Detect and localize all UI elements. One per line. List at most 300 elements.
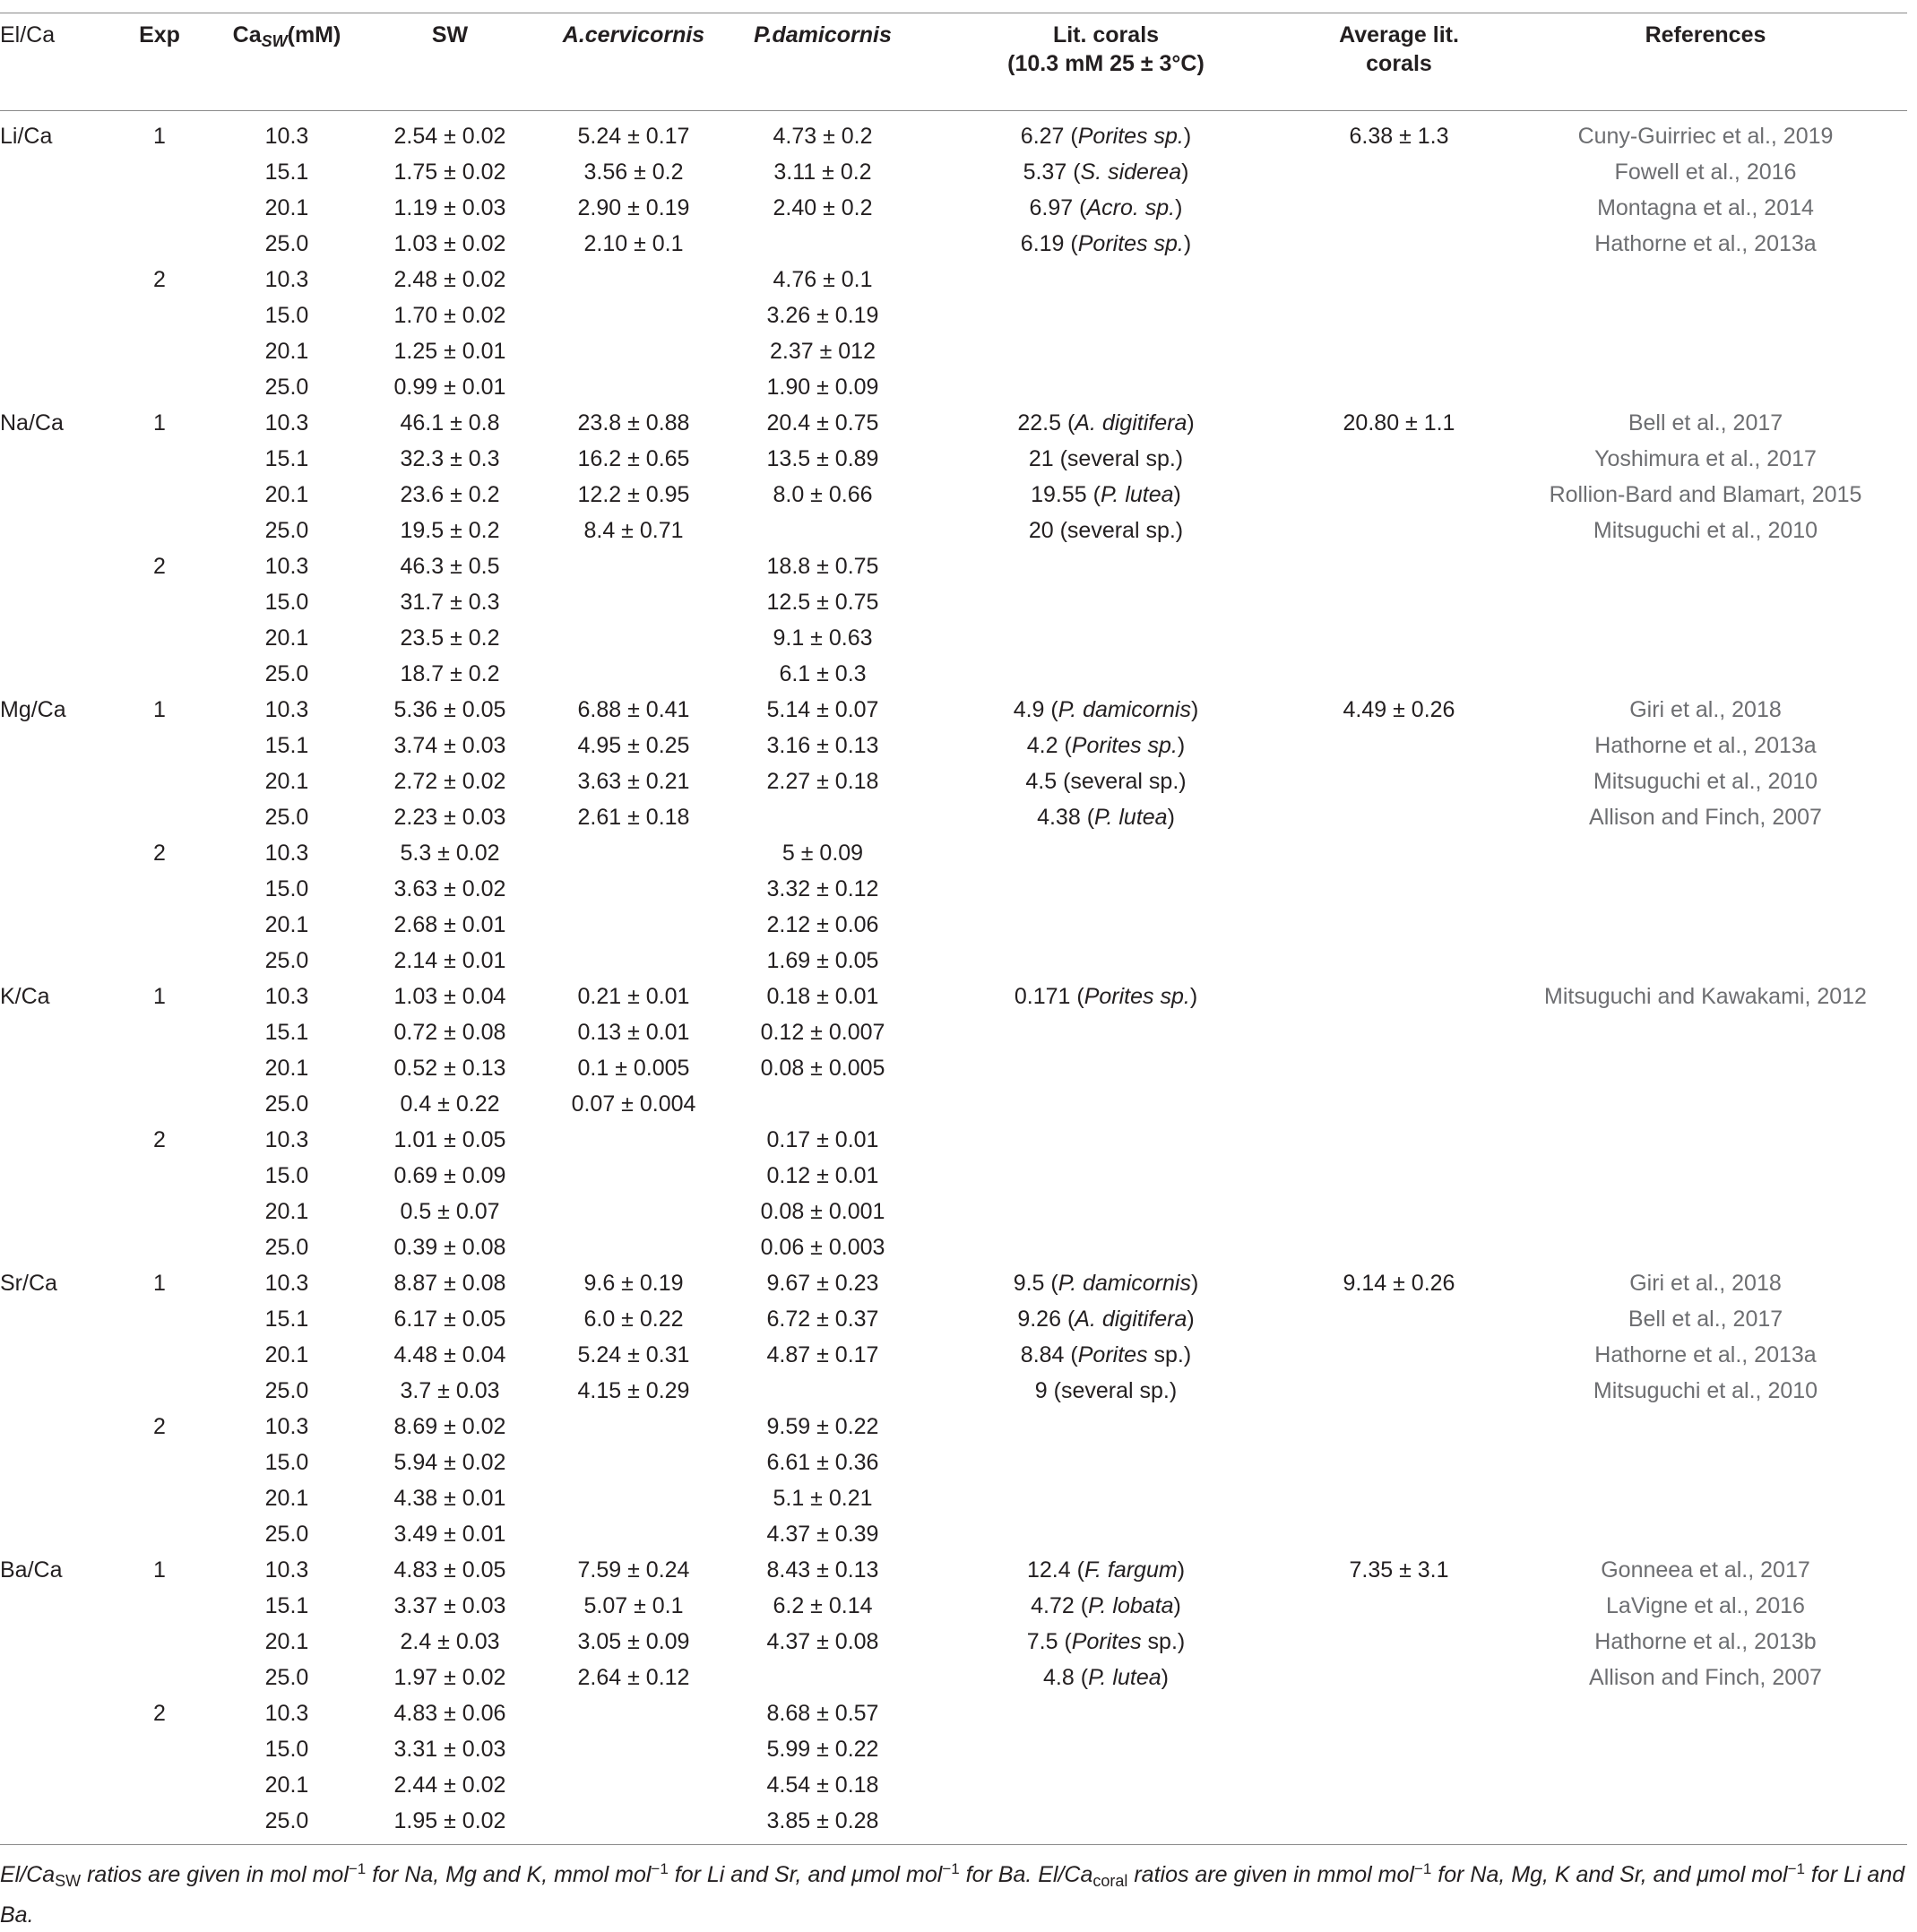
sw-cell: 46.1 ± 0.8 bbox=[400, 410, 500, 436]
pdamicornis-cell: 6.2 ± 0.14 bbox=[773, 1592, 873, 1618]
el-ca-cell bbox=[0, 656, 106, 692]
pdamicornis-cell: 13.5 ± 0.89 bbox=[766, 445, 879, 471]
acervicornis-cell bbox=[540, 1122, 728, 1158]
pdamicornis-cell bbox=[728, 799, 918, 835]
pdamicornis-cell: 6.72 ± 0.37 bbox=[766, 1306, 879, 1332]
table-row bbox=[0, 1552, 1907, 1588]
header-ca-sw: $Ca_{SW}(mM)$ bbox=[232, 22, 341, 50]
exp-cell: 2 bbox=[153, 840, 166, 866]
pdamicornis-cell: 3.11 ± 0.2 bbox=[773, 159, 872, 185]
average-lit-corals-cell bbox=[1294, 298, 1504, 333]
lit-corals-cell bbox=[918, 1516, 1294, 1552]
acervicornis-cell bbox=[540, 298, 728, 333]
ca-sw-cell: 25.0 bbox=[264, 1377, 309, 1403]
lit-corals-cell: 0.171 (Porites sp.) bbox=[1014, 983, 1198, 1009]
average-lit-corals-cell bbox=[1294, 1803, 1504, 1839]
reference-cell: Mitsuguchi et al., 2010 bbox=[1593, 1377, 1818, 1403]
acervicornis-cell: 2.64 ± 0.12 bbox=[577, 1664, 690, 1690]
acervicornis-cell: 12.2 ± 0.95 bbox=[577, 481, 690, 507]
sw-cell: 6.17 ± 0.05 bbox=[393, 1306, 506, 1332]
reference-cell: Hathorne et al., 2013a bbox=[1594, 1341, 1817, 1367]
acervicornis-cell: 0.21 ± 0.01 bbox=[577, 983, 690, 1009]
exp-cell: 1 bbox=[153, 123, 166, 149]
ca-sw-cell: 10.3 bbox=[264, 123, 309, 149]
lit-corals-cell bbox=[918, 298, 1294, 333]
ca-sw-cell: 20.1 bbox=[264, 1198, 309, 1224]
el-ca-cell bbox=[0, 1409, 106, 1445]
lit-corals-cell bbox=[918, 656, 1294, 692]
table-row bbox=[0, 1337, 1907, 1373]
exp-cell bbox=[106, 1086, 213, 1122]
lit-corals-cell bbox=[918, 584, 1294, 620]
ca-sw-cell: 15.0 bbox=[264, 875, 309, 901]
average-lit-corals-cell bbox=[1294, 728, 1504, 763]
el-ca-cell bbox=[0, 1158, 106, 1194]
ca-sw-cell: 15.1 bbox=[264, 445, 309, 471]
acervicornis-cell: 6.0 ± 0.22 bbox=[583, 1306, 684, 1332]
pdamicornis-cell: 0.18 ± 0.01 bbox=[766, 983, 879, 1009]
average-lit-corals-cell bbox=[1294, 1373, 1504, 1409]
sw-cell: 0.4 ± 0.22 bbox=[400, 1091, 500, 1117]
table-footnote: $El/Ca_{SW}$ ratios are given in mol mol$^{-1}$ for Na, Mg and K, mmol mol$^{-1}$ for Li and Sr, and μmol mol$^{-1}$ for Ba. $El/Ca_{coral}$ ratios are given in mmol mol$^{-1}$ for Na, Mg, K and Sr, and μmol mol$^{-1}$ for Li and Ba. bbox=[0, 1844, 1907, 1932]
acervicornis-cell bbox=[540, 620, 728, 656]
ca-sw-cell: 10.3 bbox=[264, 696, 309, 722]
el-ca-cell bbox=[0, 477, 106, 513]
average-lit-corals-cell bbox=[1294, 1050, 1504, 1086]
table-row bbox=[0, 799, 1907, 835]
pdamicornis-cell: 5.99 ± 0.22 bbox=[766, 1736, 879, 1762]
average-lit-corals-cell bbox=[1294, 477, 1504, 513]
exp-cell bbox=[106, 1158, 213, 1194]
header-row bbox=[0, 13, 1907, 110]
table-row bbox=[0, 1265, 1907, 1301]
sw-cell: 1.25 ± 0.01 bbox=[393, 338, 506, 364]
acervicornis-cell bbox=[540, 1158, 728, 1194]
average-lit-corals-cell bbox=[1294, 620, 1504, 656]
el-ca-cell bbox=[0, 763, 106, 799]
table-wrapper bbox=[0, 13, 1907, 1839]
sw-cell: 4.48 ± 0.04 bbox=[393, 1341, 506, 1367]
ca-sw-cell: 25.0 bbox=[264, 517, 309, 543]
average-lit-corals-cell: 4.49 ± 0.26 bbox=[1343, 696, 1455, 722]
acervicornis-cell bbox=[540, 584, 728, 620]
lit-corals-cell: 4.9 (P. damicornis) bbox=[1013, 696, 1199, 722]
exp-cell bbox=[106, 1731, 213, 1767]
lit-corals-cell: 19.55 (P. lutea) bbox=[1031, 481, 1181, 507]
table-row bbox=[0, 190, 1907, 226]
pdamicornis-cell: 5.1 ± 0.21 bbox=[773, 1485, 873, 1511]
table-row bbox=[0, 1624, 1907, 1660]
reference-cell: Montagna et al., 2014 bbox=[1597, 194, 1814, 220]
table-row bbox=[0, 1409, 1907, 1445]
table-row bbox=[0, 477, 1907, 513]
exp-cell bbox=[106, 1445, 213, 1480]
sw-cell: 2.44 ± 0.02 bbox=[393, 1772, 506, 1798]
reference-cell bbox=[1504, 1767, 1907, 1803]
pdamicornis-cell: 0.06 ± 0.003 bbox=[760, 1234, 885, 1260]
ca-sw-cell: 15.1 bbox=[264, 1592, 309, 1618]
el-ca-cell bbox=[0, 799, 106, 835]
sw-cell: 1.01 ± 0.05 bbox=[393, 1126, 506, 1152]
lit-corals-cell: 4.5 (several sp.) bbox=[1025, 768, 1187, 794]
lit-corals-cell: 8.84 (Porites sp.) bbox=[1020, 1341, 1192, 1367]
average-lit-corals-cell bbox=[1294, 1445, 1504, 1480]
average-lit-corals-cell bbox=[1294, 1660, 1504, 1695]
header-acervicornis: A.cervicornis bbox=[562, 22, 705, 47]
exp-cell bbox=[106, 871, 213, 907]
ca-sw-cell: 25.0 bbox=[264, 1807, 309, 1833]
table-row bbox=[0, 1767, 1907, 1803]
reference-cell bbox=[1504, 548, 1907, 584]
reference-cell bbox=[1504, 1731, 1907, 1767]
reference-cell: Hathorne et al., 2013a bbox=[1594, 230, 1817, 256]
sw-cell: 5.94 ± 0.02 bbox=[393, 1449, 506, 1475]
sw-cell: 0.69 ± 0.09 bbox=[393, 1162, 506, 1188]
ca-sw-cell: 20.1 bbox=[264, 1341, 309, 1367]
sw-cell: 0.99 ± 0.01 bbox=[393, 374, 506, 400]
acervicornis-cell bbox=[540, 1445, 728, 1480]
ca-sw-cell: 20.1 bbox=[264, 768, 309, 794]
el-ca-cell bbox=[0, 907, 106, 943]
sw-cell: 8.87 ± 0.08 bbox=[393, 1270, 506, 1296]
pdamicornis-cell: 5.14 ± 0.07 bbox=[766, 696, 879, 722]
average-lit-corals-cell: 20.80 ± 1.1 bbox=[1343, 410, 1455, 436]
el-ca-cell bbox=[0, 943, 106, 979]
reference-cell: Yoshimura et al., 2017 bbox=[1594, 445, 1817, 471]
lit-corals-cell bbox=[918, 369, 1294, 405]
sw-cell: 4.38 ± 0.01 bbox=[393, 1485, 506, 1511]
reference-cell bbox=[1504, 1409, 1907, 1445]
acervicornis-cell bbox=[540, 1480, 728, 1516]
reference-cell bbox=[1504, 1445, 1907, 1480]
reference-cell bbox=[1504, 907, 1907, 943]
reference-cell bbox=[1504, 871, 1907, 907]
table-row bbox=[0, 154, 1907, 190]
acervicornis-cell: 5.24 ± 0.31 bbox=[577, 1341, 690, 1367]
header-sw: SW bbox=[431, 22, 469, 47]
average-lit-corals-cell bbox=[1294, 154, 1504, 190]
ca-sw-cell: 10.3 bbox=[264, 1557, 309, 1583]
pdamicornis-cell: 4.87 ± 0.17 bbox=[766, 1341, 879, 1367]
sw-cell: 31.7 ± 0.3 bbox=[400, 589, 500, 615]
lit-corals-cell bbox=[918, 1767, 1294, 1803]
reference-cell bbox=[1504, 1516, 1907, 1552]
reference-cell: Allison and Finch, 2007 bbox=[1589, 1664, 1822, 1690]
average-lit-corals-cell bbox=[1294, 1301, 1504, 1337]
exp-cell bbox=[106, 620, 213, 656]
pdamicornis-cell: 9.67 ± 0.23 bbox=[766, 1270, 879, 1296]
average-lit-corals-cell bbox=[1294, 1014, 1504, 1050]
pdamicornis-cell bbox=[728, 1660, 918, 1695]
lit-corals-cell bbox=[918, 1480, 1294, 1516]
header-average-lit-corals: Average lit. corals bbox=[1339, 22, 1459, 76]
table-row bbox=[0, 441, 1907, 477]
acervicornis-cell bbox=[540, 943, 728, 979]
exp-cell bbox=[106, 799, 213, 835]
sw-cell: 2.23 ± 0.03 bbox=[393, 804, 506, 830]
table-row bbox=[0, 1086, 1907, 1122]
exp-cell bbox=[106, 369, 213, 405]
acervicornis-cell: 0.07 ± 0.004 bbox=[571, 1091, 696, 1117]
reference-cell: Bell et al., 2017 bbox=[1628, 410, 1783, 436]
pdamicornis-cell: 8.43 ± 0.13 bbox=[766, 1557, 879, 1583]
header-pdamicornis: P.damicornis bbox=[754, 22, 892, 47]
el-ca-cell bbox=[0, 1086, 106, 1122]
el-ca-cell bbox=[0, 298, 106, 333]
reference-cell bbox=[1504, 1014, 1907, 1050]
lit-corals-cell: 7.5 (Porites sp.) bbox=[1026, 1628, 1186, 1654]
lit-corals-cell: 9.26 (A. digitifera) bbox=[1017, 1306, 1195, 1332]
ca-sw-cell: 10.3 bbox=[264, 983, 309, 1009]
exp-cell bbox=[106, 1194, 213, 1229]
average-lit-corals-cell bbox=[1294, 1337, 1504, 1373]
table-row bbox=[0, 979, 1907, 1014]
acervicornis-cell bbox=[540, 1695, 728, 1731]
table-row bbox=[0, 1695, 1907, 1731]
sw-cell: 3.31 ± 0.03 bbox=[393, 1736, 506, 1762]
table-row bbox=[0, 728, 1907, 763]
ca-sw-cell: 25.0 bbox=[264, 1664, 309, 1690]
reference-cell bbox=[1504, 943, 1907, 979]
table-row bbox=[0, 369, 1907, 405]
pdamicornis-cell: 2.27 ± 0.18 bbox=[766, 768, 879, 794]
ca-sw-cell: 15.0 bbox=[264, 302, 309, 328]
table-row bbox=[0, 1194, 1907, 1229]
ca-sw-cell: 25.0 bbox=[264, 660, 309, 686]
header-exp: Exp bbox=[139, 22, 180, 47]
exp-cell: 2 bbox=[153, 1126, 166, 1152]
average-lit-corals-cell: 6.38 ± 1.3 bbox=[1349, 123, 1449, 149]
average-lit-corals-cell bbox=[1294, 333, 1504, 369]
table-row bbox=[0, 1660, 1907, 1695]
table-row bbox=[0, 1516, 1907, 1552]
reference-cell bbox=[1504, 1086, 1907, 1122]
el-ca-cell bbox=[0, 1445, 106, 1480]
reference-cell bbox=[1504, 656, 1907, 692]
exp-cell bbox=[106, 1480, 213, 1516]
ca-sw-cell: 25.0 bbox=[264, 1234, 309, 1260]
exp-cell: 1 bbox=[153, 696, 166, 722]
table-row bbox=[0, 1445, 1907, 1480]
exp-cell bbox=[106, 943, 213, 979]
sw-cell: 0.52 ± 0.13 bbox=[393, 1055, 506, 1081]
sw-cell: 2.68 ± 0.01 bbox=[393, 911, 506, 937]
lit-corals-cell bbox=[918, 620, 1294, 656]
pdamicornis-cell: 0.08 ± 0.001 bbox=[760, 1198, 885, 1224]
lit-corals-cell bbox=[918, 1803, 1294, 1839]
pdamicornis-cell: 4.37 ± 0.39 bbox=[766, 1521, 879, 1547]
el-ca-cell: Na/Ca bbox=[0, 410, 64, 436]
lit-corals-cell bbox=[918, 871, 1294, 907]
reference-cell bbox=[1504, 369, 1907, 405]
sw-cell: 3.7 ± 0.03 bbox=[400, 1377, 500, 1403]
ca-sw-cell: 15.0 bbox=[264, 589, 309, 615]
ca-sw-cell: 20.1 bbox=[264, 1055, 309, 1081]
sw-cell: 1.70 ± 0.02 bbox=[393, 302, 506, 328]
sw-cell: 2.4 ± 0.03 bbox=[400, 1628, 500, 1654]
table-row bbox=[0, 1301, 1907, 1337]
average-lit-corals-cell bbox=[1294, 763, 1504, 799]
reference-cell bbox=[1504, 584, 1907, 620]
el-ca-cell: Sr/Ca bbox=[0, 1270, 57, 1296]
pdamicornis-cell: 9.59 ± 0.22 bbox=[766, 1413, 879, 1439]
exp-cell bbox=[106, 441, 213, 477]
lit-corals-cell bbox=[918, 262, 1294, 298]
lit-corals-cell: 21 (several sp.) bbox=[1028, 445, 1184, 471]
lit-corals-cell: 4.38 (P. lutea) bbox=[1037, 804, 1175, 830]
sw-cell: 2.14 ± 0.01 bbox=[393, 947, 506, 973]
average-lit-corals-cell bbox=[1294, 513, 1504, 548]
exp-cell bbox=[106, 1337, 213, 1373]
el-ca-cell bbox=[0, 548, 106, 584]
ca-sw-cell: 15.1 bbox=[264, 1019, 309, 1045]
sw-cell: 2.54 ± 0.02 bbox=[393, 123, 506, 149]
lit-corals-cell: 22.5 (A. digitifera) bbox=[1017, 410, 1195, 436]
exp-cell bbox=[106, 1803, 213, 1839]
pdamicornis-cell: 18.8 ± 0.75 bbox=[766, 553, 879, 579]
sw-cell: 3.63 ± 0.02 bbox=[393, 875, 506, 901]
average-lit-corals-cell bbox=[1294, 1731, 1504, 1767]
exp-cell bbox=[106, 298, 213, 333]
acervicornis-cell: 6.88 ± 0.41 bbox=[577, 696, 690, 722]
average-lit-corals-cell bbox=[1294, 1086, 1504, 1122]
average-lit-corals-cell bbox=[1294, 262, 1504, 298]
ca-sw-cell: 15.0 bbox=[264, 1449, 309, 1475]
acervicornis-cell: 3.56 ± 0.2 bbox=[583, 159, 684, 185]
sw-cell: 5.36 ± 0.05 bbox=[393, 696, 506, 722]
acervicornis-cell bbox=[540, 1194, 728, 1229]
ca-sw-cell: 25.0 bbox=[264, 230, 309, 256]
ca-sw-cell: 15.1 bbox=[264, 732, 309, 758]
reference-cell: Giri et al., 2018 bbox=[1629, 1270, 1782, 1296]
acervicornis-cell: 9.6 ± 0.19 bbox=[583, 1270, 684, 1296]
exp-cell bbox=[106, 763, 213, 799]
sw-cell: 3.74 ± 0.03 bbox=[393, 732, 506, 758]
el-ca-cell bbox=[0, 1731, 106, 1767]
lit-corals-cell: 20 (several sp.) bbox=[1028, 517, 1184, 543]
acervicornis-cell bbox=[540, 1409, 728, 1445]
el-ca-cell bbox=[0, 1122, 106, 1158]
average-lit-corals-cell bbox=[1294, 1158, 1504, 1194]
average-lit-corals-cell bbox=[1294, 1122, 1504, 1158]
table-row bbox=[0, 110, 1907, 154]
pdamicornis-cell: 2.37 ± 012 bbox=[770, 338, 876, 364]
el-ca-cell bbox=[0, 441, 106, 477]
table-row bbox=[0, 1122, 1907, 1158]
lit-corals-cell: 6.97 (Acro. sp.) bbox=[1029, 194, 1183, 220]
acervicornis-cell: 2.90 ± 0.19 bbox=[577, 194, 690, 220]
ca-sw-cell: 15.1 bbox=[264, 159, 309, 185]
lit-corals-cell bbox=[918, 1086, 1294, 1122]
table-row bbox=[0, 1480, 1907, 1516]
average-lit-corals-cell bbox=[1294, 835, 1504, 871]
average-lit-corals-cell bbox=[1294, 907, 1504, 943]
average-lit-corals-cell bbox=[1294, 584, 1504, 620]
el-ca-cell bbox=[0, 154, 106, 190]
exp-cell bbox=[106, 1014, 213, 1050]
acervicornis-cell bbox=[540, 333, 728, 369]
exp-cell bbox=[106, 1624, 213, 1660]
sw-cell: 18.7 ± 0.2 bbox=[400, 660, 500, 686]
sw-cell: 1.03 ± 0.02 bbox=[393, 230, 506, 256]
ca-sw-cell: 15.0 bbox=[264, 1162, 309, 1188]
reference-cell: Bell et al., 2017 bbox=[1628, 1306, 1783, 1332]
sw-cell: 2.48 ± 0.02 bbox=[393, 266, 506, 292]
exp-cell bbox=[106, 1373, 213, 1409]
reference-cell bbox=[1504, 333, 1907, 369]
average-lit-corals-cell bbox=[1294, 1516, 1504, 1552]
reference-cell bbox=[1504, 1194, 1907, 1229]
ca-sw-cell: 20.1 bbox=[264, 1628, 309, 1654]
acervicornis-cell: 7.59 ± 0.24 bbox=[577, 1557, 690, 1583]
pdamicornis-cell bbox=[728, 1086, 918, 1122]
lit-corals-cell: 4.72 (P. lobata) bbox=[1031, 1592, 1181, 1618]
lit-corals-cell bbox=[918, 835, 1294, 871]
ca-sw-cell: 10.3 bbox=[264, 1413, 309, 1439]
table-row bbox=[0, 1373, 1907, 1409]
ca-sw-cell: 10.3 bbox=[264, 553, 309, 579]
average-lit-corals-cell bbox=[1294, 799, 1504, 835]
sw-cell: 23.5 ± 0.2 bbox=[400, 625, 500, 651]
exp-cell: 1 bbox=[153, 410, 166, 436]
el-ca-cell bbox=[0, 333, 106, 369]
sw-cell: 0.5 ± 0.07 bbox=[400, 1198, 500, 1224]
table-row bbox=[0, 907, 1907, 943]
sw-cell: 3.49 ± 0.01 bbox=[393, 1521, 506, 1547]
pdamicornis-cell: 4.54 ± 0.18 bbox=[766, 1772, 879, 1798]
pdamicornis-cell: 20.4 ± 0.75 bbox=[766, 410, 879, 436]
average-lit-corals-cell bbox=[1294, 226, 1504, 262]
average-lit-corals-cell bbox=[1294, 979, 1504, 1014]
pdamicornis-cell bbox=[728, 513, 918, 548]
acervicornis-cell: 2.10 ± 0.1 bbox=[583, 230, 684, 256]
el-ca-cell bbox=[0, 1516, 106, 1552]
data-table bbox=[0, 13, 1907, 1839]
el-ca-cell bbox=[0, 1695, 106, 1731]
lit-corals-cell: 9.5 (P. damicornis) bbox=[1013, 1270, 1199, 1296]
average-lit-corals-cell bbox=[1294, 1695, 1504, 1731]
sw-cell: 5.3 ± 0.02 bbox=[400, 840, 500, 866]
el-ca-cell bbox=[0, 584, 106, 620]
table-row bbox=[0, 763, 1907, 799]
pdamicornis-cell: 0.12 ± 0.01 bbox=[766, 1162, 879, 1188]
el-ca-cell bbox=[0, 1480, 106, 1516]
pdamicornis-cell: 4.73 ± 0.2 bbox=[773, 123, 873, 149]
el-ca-cell: K/Ca bbox=[0, 983, 50, 1009]
table-row bbox=[0, 333, 1907, 369]
ca-sw-cell: 20.1 bbox=[264, 338, 309, 364]
average-lit-corals-cell bbox=[1294, 1409, 1504, 1445]
lit-corals-cell: 9 (several sp.) bbox=[1034, 1377, 1178, 1403]
exp-cell bbox=[106, 1767, 213, 1803]
sw-cell: 8.69 ± 0.02 bbox=[393, 1413, 506, 1439]
table-row bbox=[0, 298, 1907, 333]
acervicornis-cell: 3.05 ± 0.09 bbox=[577, 1628, 690, 1654]
header-lit-corals: Lit. corals (10.3 mM 25 ± 3°C) bbox=[1007, 22, 1205, 76]
reference-cell bbox=[1504, 1695, 1907, 1731]
el-ca-cell bbox=[0, 226, 106, 262]
reference-cell: LaVigne et al., 2016 bbox=[1606, 1592, 1805, 1618]
pdamicornis-cell bbox=[728, 226, 918, 262]
table-row bbox=[0, 548, 1907, 584]
average-lit-corals-cell bbox=[1294, 1624, 1504, 1660]
lit-corals-cell bbox=[918, 907, 1294, 943]
lit-corals-cell bbox=[918, 1050, 1294, 1086]
ca-sw-cell: 25.0 bbox=[264, 1521, 309, 1547]
el-ca-cell bbox=[0, 1624, 106, 1660]
ca-sw-cell: 25.0 bbox=[264, 947, 309, 973]
exp-cell: 2 bbox=[153, 1700, 166, 1726]
